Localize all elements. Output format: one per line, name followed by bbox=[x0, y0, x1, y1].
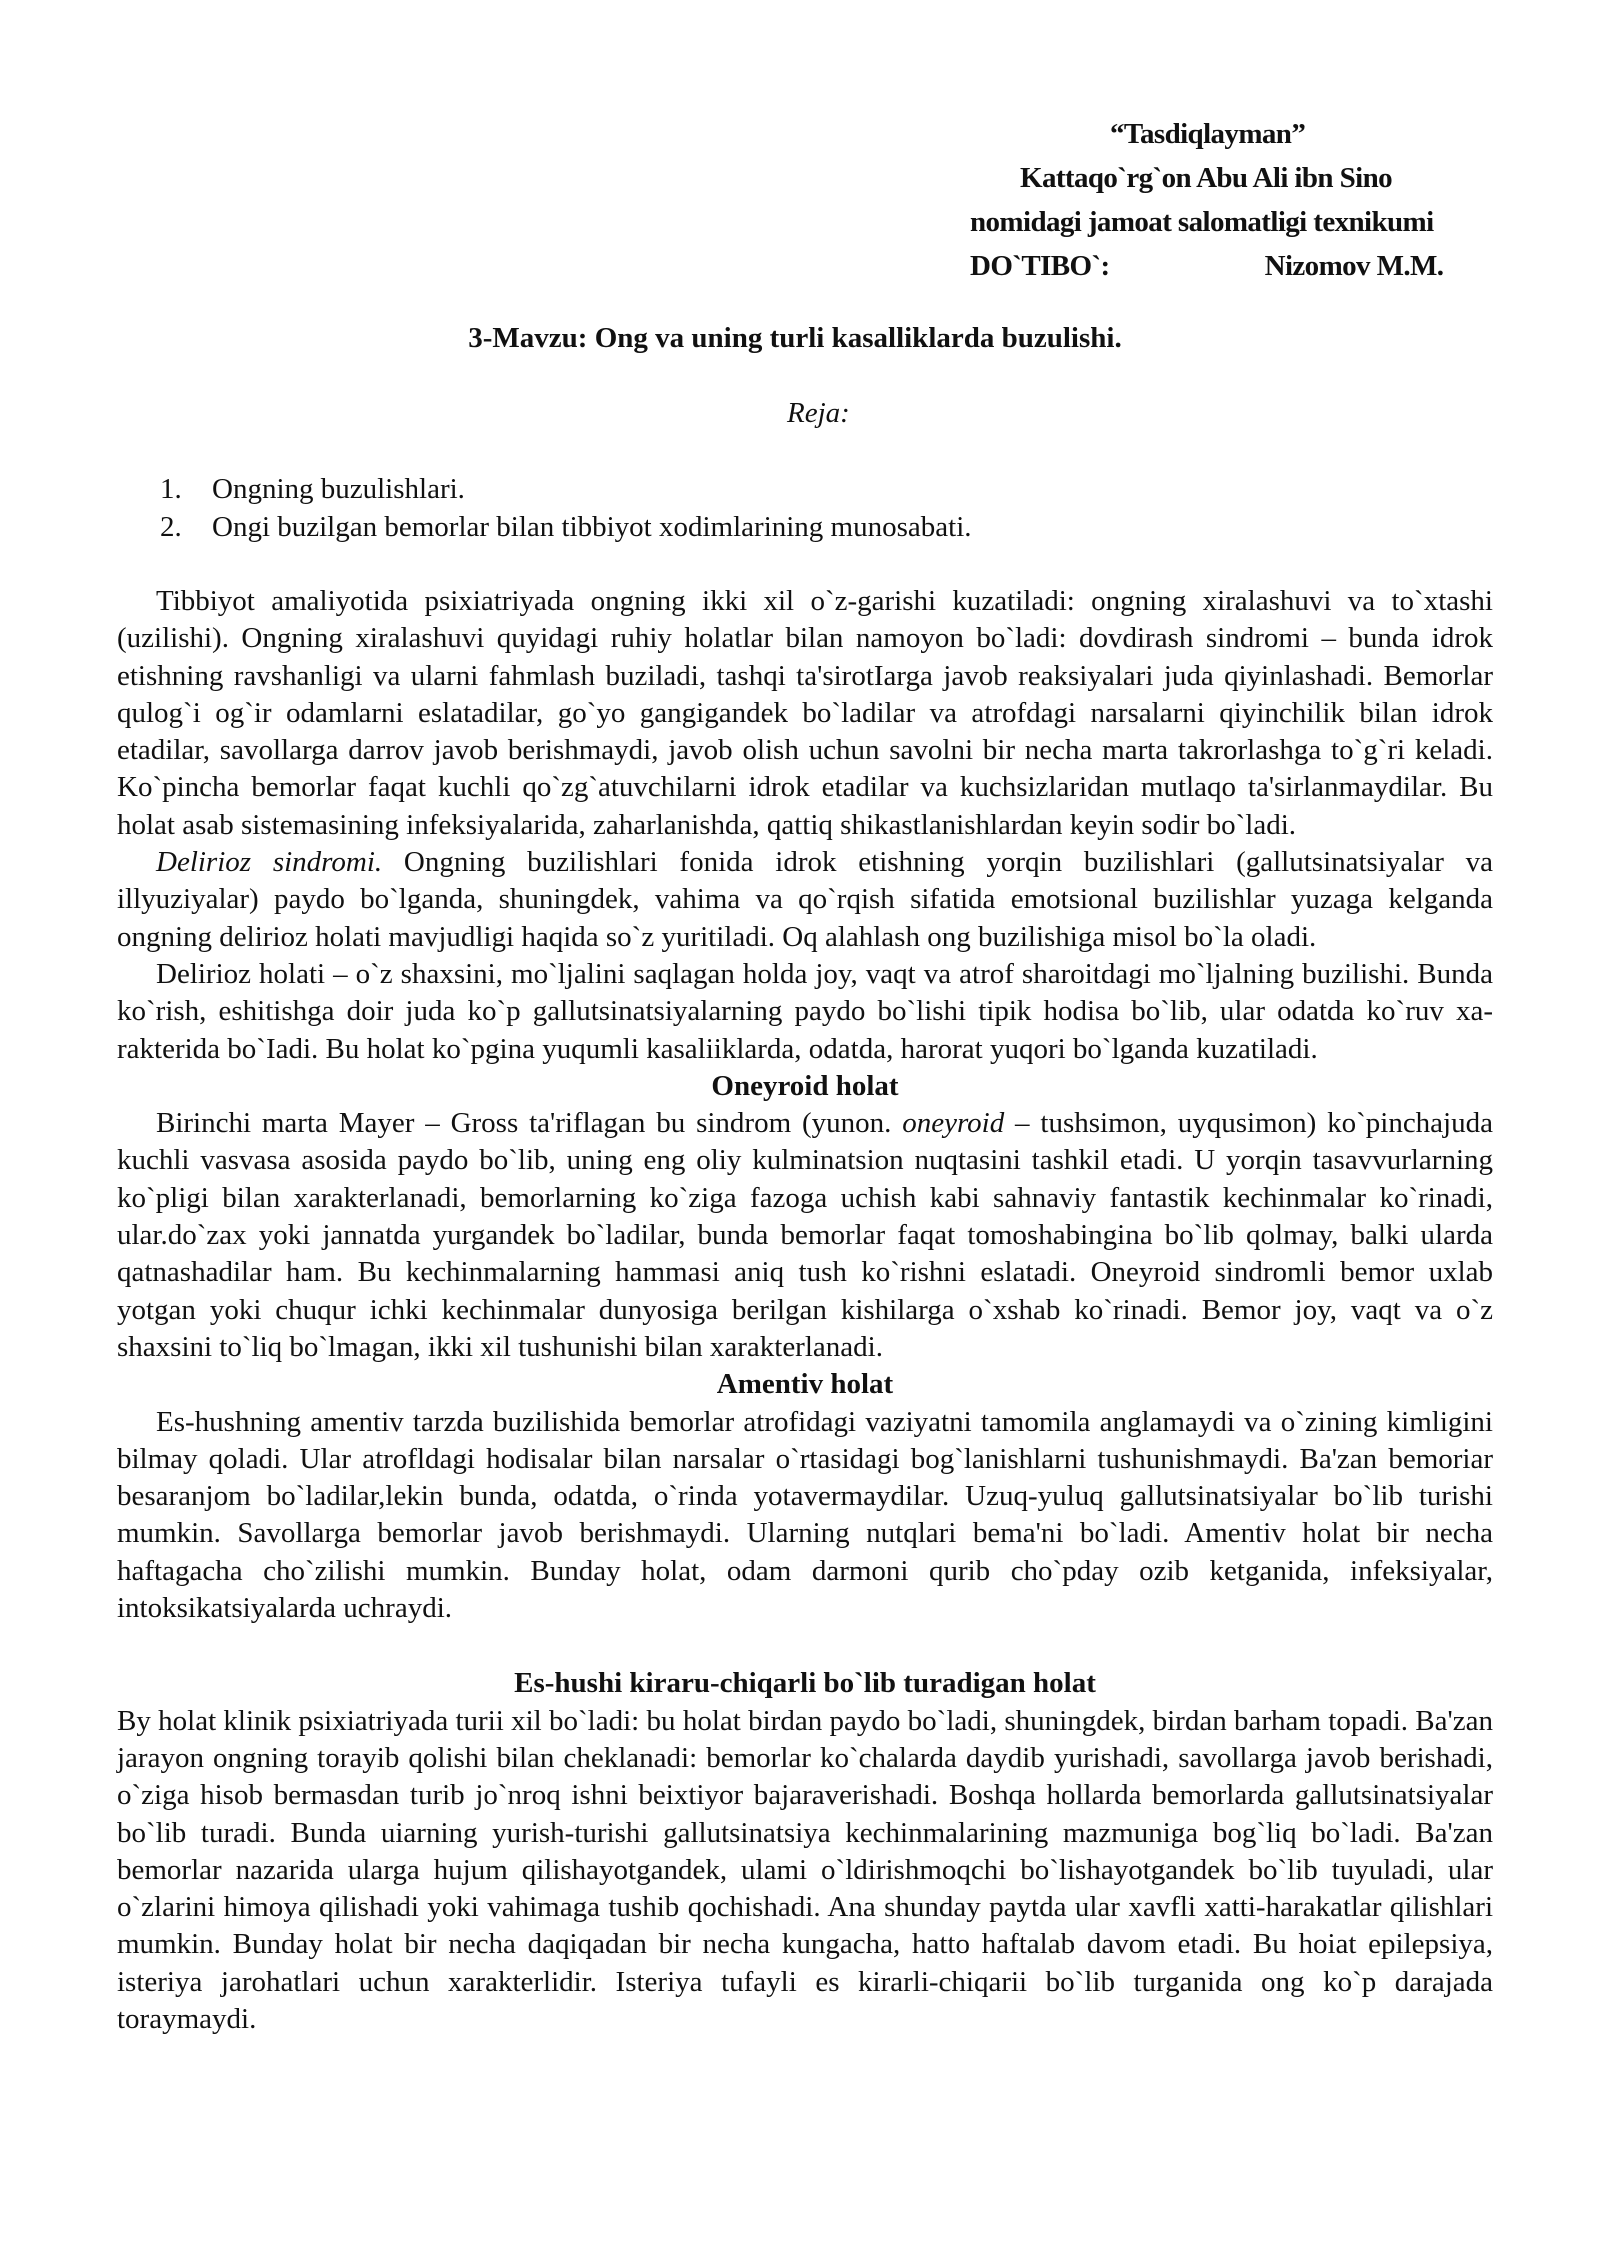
paragraph-oneyroid-rest: – tushsimon, uyqusimon) ko`pinchajuda kuchli vasvasa asosida paydo bo`lib, uning eng oliy kulminatsion nuqtasini tashkil etadi. U yorqin tasavvurlarning ko`pligi bilan xarakterlanadi, bemorlarning ko`ziga fazoga uchish kabi sahnaviy fantastik kechinmalar ko`rinadi, ular.do`zax yoki jannatda yurgandek bo`ladilar, bunda bemorlar faqat tomoshabingina bo`lib qolmay, balki ularda qatnashadilar ham. Bu kechinmalarning hammasi aniq tush ko`rishni eslatadi. Oneyroid sindromli bemor uxlab yotgan yoki chuqur ichki kechinmalar dunyosiga berilgan kishilarga o`xshab ko`rinadi. Bemor joy, vaqt va o`z shaxsini to`liq bo`lmagan, ikki xil tushunishi bilan xarakterlanadi. bbox=[117, 1107, 1493, 1363]
plan-list bbox=[160, 470, 972, 546]
paragraph-amentiv: Es-hushning amentiv tarzda buzilishida bemorlar atrofidagi vaziyatni tamomila anglamaydi va o`zining kimligini bilmay qoladi. Ular atrofldagi hodisalar bilan narsalar o`rtasidagi bog`lanishlarni tushunishmaydi. Ba'zan bemoriar besaranjom bo`ladilar,lekin bunda, odatda, o`rinda yotavermaydilar. Uzuq-yuluq gallutsinatsiyalar bo`lib turishi mumkin. Savollarga bemorlar javob berishmaydi. Ularning nutqlari bema'ni bo`ladi. Amentiv holat bir necha haftagacha cho`zilishi mumkin. Bunday holat, odam darmoni qurib cho`pday ozib ketganida, infeksiyalar, intoksikatsiyalarda uchraydi. bbox=[117, 1405, 1493, 1625]
approval-signatory: Nizomov M.M. bbox=[1264, 250, 1444, 282]
paragraph-oneyroid bbox=[117, 1105, 1493, 1366]
heading-amentiv: Amentiv holat bbox=[716, 1368, 894, 1401]
plan-item-text: Ongning buzulishlari. bbox=[212, 473, 465, 505]
plan-item-number: 1. bbox=[160, 473, 182, 505]
approval-line-2: Kattaqo`rg`on Abu Ali ibn Sino bbox=[1020, 162, 1392, 194]
paragraph-oneyroid-start: Birinchi marta Mayer – Gross ta'riflagan bu sindrom (yunon. bbox=[156, 1107, 903, 1140]
heading-kiraru-chiqarli: Es-hushi kiraru-chiqarli bo`lib turadigan holat bbox=[514, 1667, 1096, 1700]
plan-item bbox=[160, 470, 972, 508]
heading-oneyroid: Oneyroid holat bbox=[711, 1069, 899, 1102]
term-oneyroid: oneyroid bbox=[902, 1107, 1005, 1140]
plan-item-text: Ongi buzilgan bemorlar bilan tibbiyot xodimlarining munosabati. bbox=[212, 511, 972, 543]
plan-item-number: 2. bbox=[160, 511, 182, 543]
plan-heading: Reja: bbox=[787, 397, 850, 429]
approval-line-1: “Tasdiqlayman” bbox=[1110, 118, 1306, 150]
term-delirioz-sindromi: Delirioz sindromi. bbox=[156, 846, 383, 879]
paragraph-delirioz-holati: Delirioz holati – o`z shaxsini, mo`ljalini saqlagan holda joy, vaqt va atrof sharoitdagi mo`ljalning buzilishi. Bunda ko`rish, eshitishga doir juda ko`p gallutsinatsiyalarning paydo bo`lishi tipik hodisa bo`lib, ular odatda ko`ruv xa-rakterida bo`Iadi. Bu holat ko`pgina yuqumli kasaliiklarda, odatda, harorat yuqori bo`lganda kuzatiladi. bbox=[117, 957, 1493, 1065]
approval-line-4 bbox=[970, 244, 1490, 288]
spacer bbox=[117, 1627, 1493, 1665]
paragraph-delirioz-text: Ongning buzilishlari fonida idrok etishning yorqin buzilishlari (gallutsinatsiyalar va illyuziyalar) paydo bo`lganda, shuningdek, vahima va qo`rqish sifatida emotsional buzilishlar yuzaga kelganda ongning delirioz holati mavjudligi haqida so`z yuritiladi. Oq alahlash ong buzilishiga misol bo`la oladi. bbox=[117, 846, 1494, 953]
topic-title bbox=[0, 322, 1600, 355]
approval-role: DO`TIBO`: bbox=[970, 250, 1110, 282]
approval-line-3: nomidagi jamoat salomatligi texnikumi bbox=[970, 206, 1434, 238]
document-body bbox=[117, 583, 1493, 2038]
paragraph-intro: Tibbiyot amaliyotida psixiatriyada ongning ikki xil o`z-garishi kuzatiladi: ongning xiralashuvi va to`xtashi (uzilishi). Ongning xiralashuvi quyidagi ruhiy holatlar bilan namoyon bo`ladi: dovdirash sindromi – bunda idrok etishning ravshanligi va ularni fahmlash buziladi, tashqi ta'sirotIarga javob reaksiyalari juda qiyinlashadi. Bemorlar qulog`i og`ir odamlarni eslatadilar, go`yo gangigandek bo`ladilar va atrofdagi narsalarni qiyinchilik bilan idrok etadilar, savollarga darrov javob berishmaydi, javob olish uchun savolni bir necha marta takrorlashga to`g`ri keladi. Ko`pincha bemorlar faqat kuchli qo`zg`atuvchilarni idrok etadilar va kuchsizlaridan mutlaqo ta'sirlanmaydilar. Bu holat asab sistemasining infeksiyalarida, zaharlanishda, qattiq shikastlanishlardan keyin sodir bo`ladi. bbox=[117, 585, 1493, 841]
topic-title-text: 3-Mavzu: Ong va uning turli kasalliklarda buzulishi. bbox=[468, 322, 1122, 354]
approval-block bbox=[970, 112, 1490, 288]
paragraph-kiraru-chiqarli: By holat klinik psixiatriyada turii xil bo`ladi: bu holat birdan paydo bo`ladi, shuningdek, birdan barham topadi. Ba'zan jarayon ongning torayib qolishi bilan cheklanadi: bemorlar ko`chalarda daydib yurishadi, savollarga javob berishadi, o`ziga hisob bermasdan turib jo`nroq ishni beixtiyor bajaraverishadi. Boshqa hollarda bemorlarda gallutsinatsiyalar bo`lib turadi. Bunda uiarning yurish-turishi gallutsinatsiya kechinmalarining mazmuniga bog`liq bo`ladi. Ba'zan bemorlar nazarida ularga hujum qilishayotgandek, ulami o`ldirishmoqchi bo`lishayotgandek bo`lib tuyuladi, ular o`zlarini himoya qilishadi yoki vahimaga tushib qochishadi. Ana shunday paytda ular xavfli xatti-harakatlar qilishlari mumkin. Bunday holat bir necha daqiqadan bir necha kungacha, hatto haftalab davom etadi. Bu hoiat epilepsiya, isteriya jarohatlari uchun xarakterlidir. Isteriya tufayli es kirarli-chiqarii bo`lib turganida ong ko`p darajada toraymaydi. bbox=[117, 1704, 1493, 2035]
plan-item bbox=[160, 508, 972, 546]
paragraph-delirioz-sindromi bbox=[117, 844, 1493, 956]
